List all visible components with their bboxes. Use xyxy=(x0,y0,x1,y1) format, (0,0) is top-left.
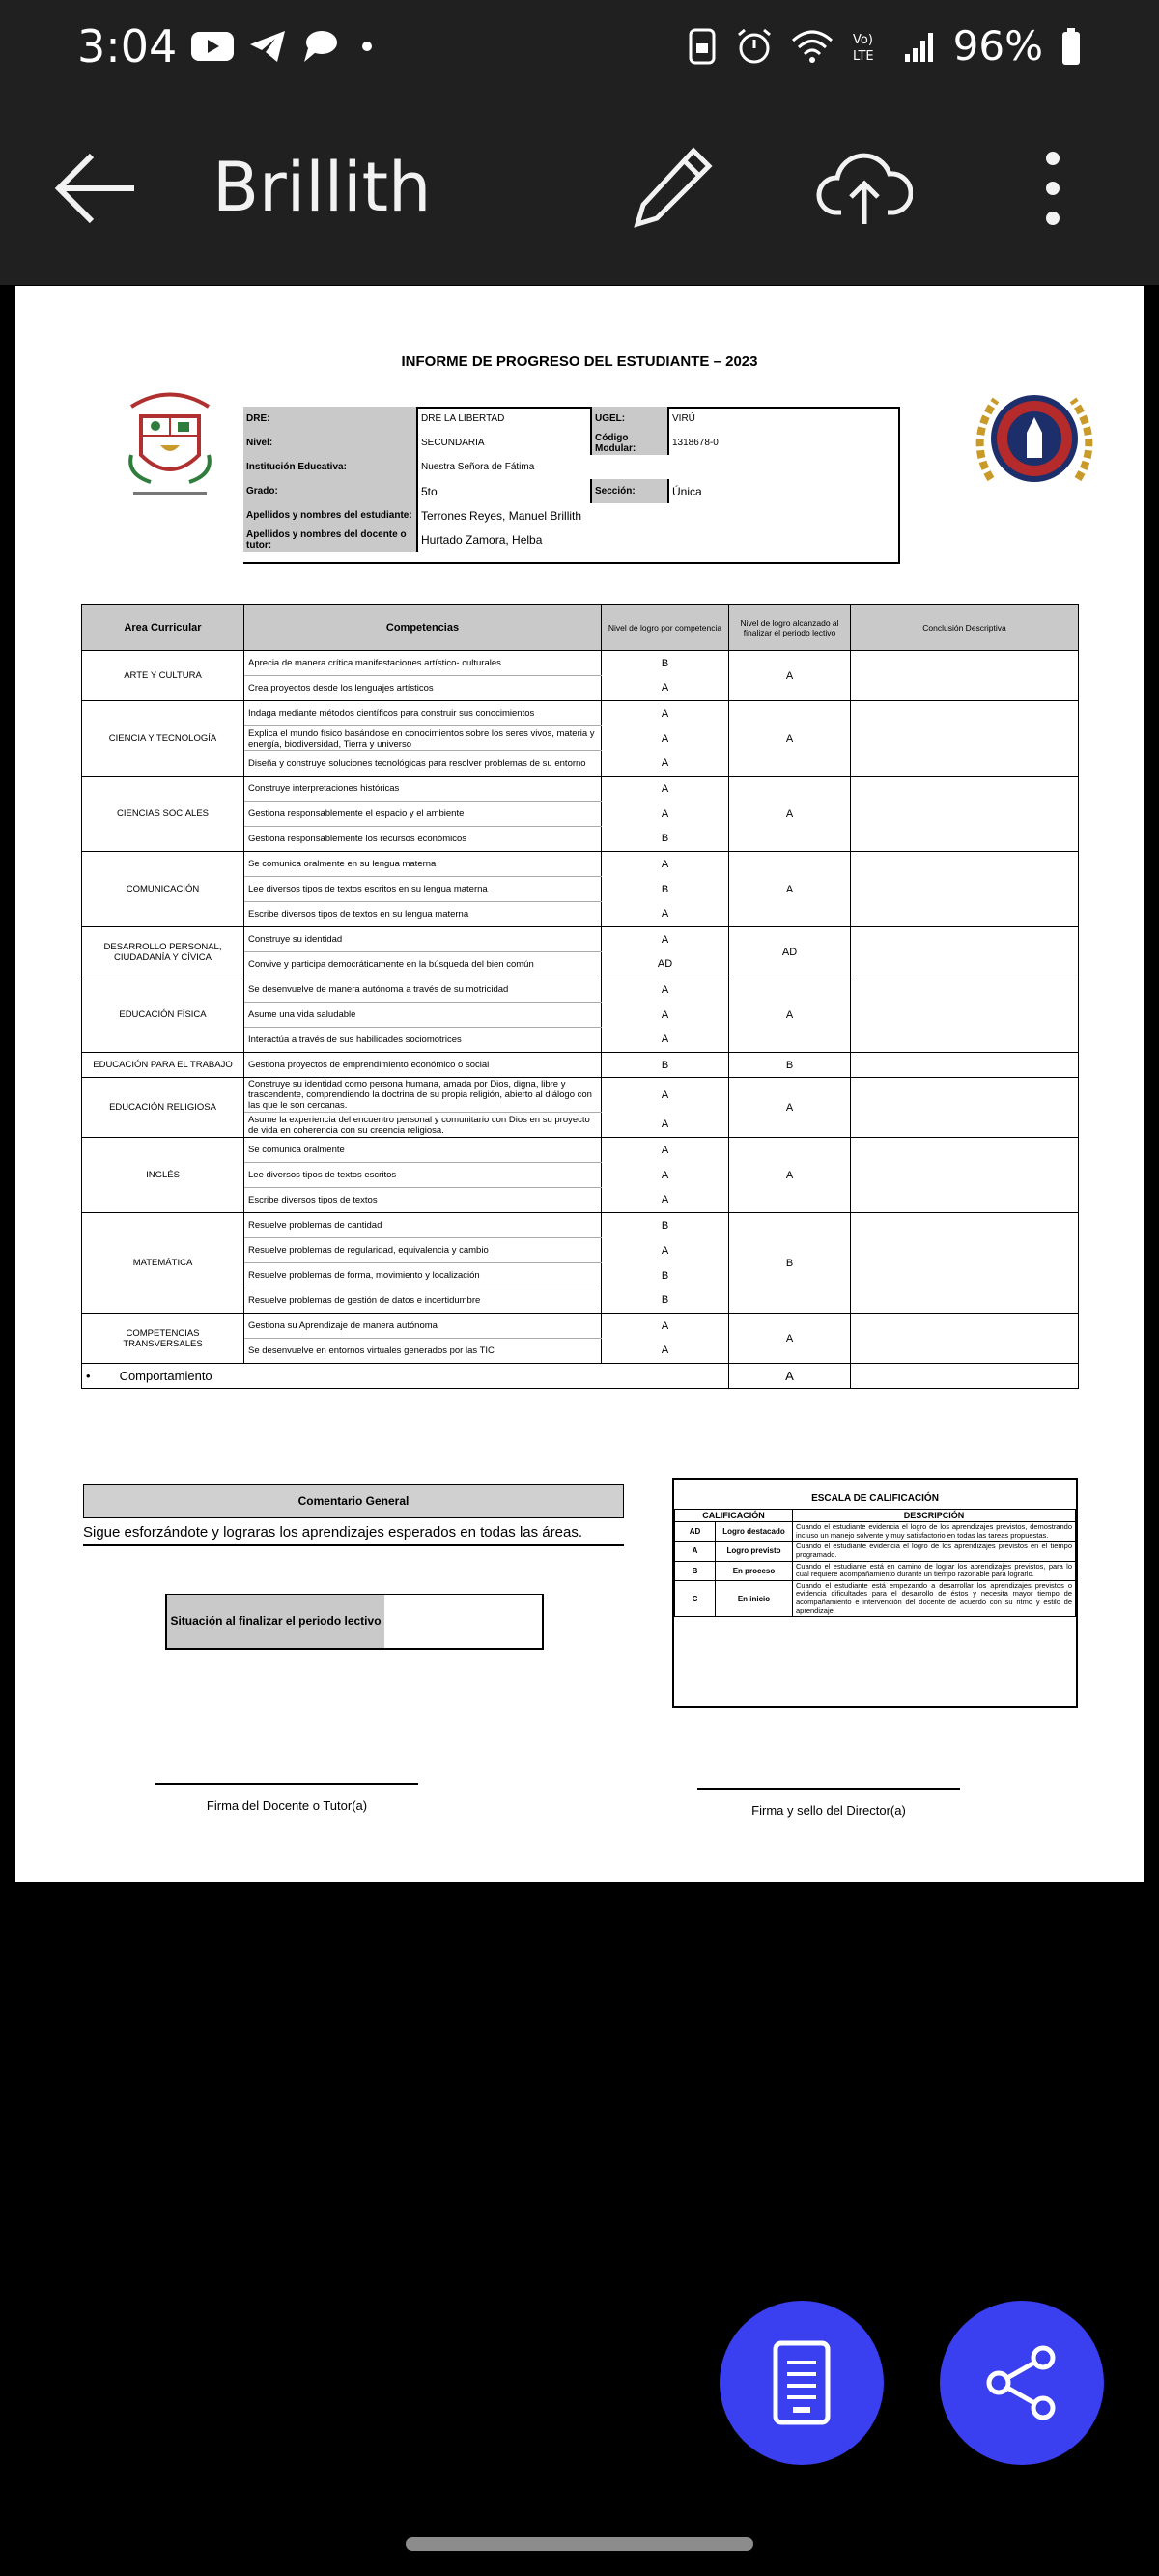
signal-icon xyxy=(903,29,936,64)
situation-box xyxy=(165,1594,544,1650)
table-row xyxy=(82,701,1079,726)
nivel-value: SECUNDARIA xyxy=(417,431,591,455)
competency-level: A xyxy=(602,1314,729,1339)
scale-col-calif: CALIFICACIÓN xyxy=(675,1510,793,1522)
seccion-label: Sección: xyxy=(591,479,668,503)
competency-text: Construye su identidad como persona humana, amada por Dios, digna, libre y trascendente, comprendiendo la doctrina de su propia religión, abierto al diálogo con las que le son cercanas. xyxy=(244,1078,602,1113)
competency-level: B xyxy=(602,827,729,852)
competencias-header: Competencias xyxy=(244,605,602,651)
behavior-level: A xyxy=(729,1364,851,1389)
competency-level: B xyxy=(602,1288,729,1314)
institucion-label: Institución Educativa: xyxy=(243,455,417,479)
competency-text: Aprecia de manera crítica manifestaciones artístico- culturales xyxy=(244,651,602,676)
competency-text: Asume una vida saludable xyxy=(244,1003,602,1028)
gesture-nav-bar[interactable] xyxy=(406,2537,753,2551)
competency-level: A xyxy=(602,1138,729,1163)
scale-row xyxy=(675,1542,1076,1561)
final-level: A xyxy=(729,977,851,1053)
school-seal-icon xyxy=(962,382,1107,503)
table-row xyxy=(82,927,1079,952)
final-level: A xyxy=(729,1314,851,1364)
area-name: COMPETENCIAS TRANSVERSALES xyxy=(82,1314,244,1364)
scale-desc: Cuando el estudiante evidencia el logro de los aprendizajes previstos, demostrando incluso un manejo solvente y muy satisfactorio en todas las tareas propuestas. xyxy=(793,1522,1076,1542)
competency-level: A xyxy=(602,1113,729,1138)
table-row xyxy=(82,1138,1079,1163)
competency-level: A xyxy=(602,902,729,927)
final-level: A xyxy=(729,777,851,852)
estudiante-label: Apellidos y nombres del estudiante: xyxy=(243,503,417,527)
competency-level: A xyxy=(602,777,729,802)
pdf-page[interactable] xyxy=(15,286,1144,1882)
youtube-icon xyxy=(190,30,235,63)
telegram-icon xyxy=(248,29,287,64)
competency-text: Se comunica oralmente xyxy=(244,1138,602,1163)
competency-text: Indaga mediante métodos científicos para construir sus conocimientos xyxy=(244,701,602,726)
area-name: INGLÉS xyxy=(82,1138,244,1213)
final-level: B xyxy=(729,1053,851,1078)
competency-text: Gestiona responsablemente el espacio y el ambiente xyxy=(244,802,602,827)
competency-level: A xyxy=(602,1163,729,1188)
competency-level: A xyxy=(602,1339,729,1364)
docente-value: Hurtado Zamora, Helba xyxy=(417,527,899,552)
student-info-table xyxy=(243,407,900,552)
competency-text: Lee diversos tipos de textos escritos xyxy=(244,1163,602,1188)
competency-level: B xyxy=(602,1213,729,1238)
competency-text: Convive y participa democráticamente en la búsqueda del bien común xyxy=(244,952,602,977)
table-row xyxy=(82,977,1079,1003)
scale-desc: Cuando el estudiante está en camino de lograr los aprendizajes previstos, para lo cual requiere acompañamiento durante un tiempo razonable para lograrlo. xyxy=(793,1561,1076,1580)
competency-level: A xyxy=(602,1188,729,1213)
alarm-icon xyxy=(735,27,774,66)
conclusion-cell xyxy=(851,701,1079,777)
volte-icon xyxy=(851,29,886,64)
conclusion-cell xyxy=(851,977,1079,1053)
dre-label: DRE: xyxy=(243,407,417,431)
grades-table xyxy=(81,604,1079,1389)
competency-level: A xyxy=(602,927,729,952)
final-level: AD xyxy=(729,927,851,977)
conclusion-cell xyxy=(851,777,1079,852)
scale-col-desc: DESCRIPCIÓN xyxy=(793,1510,1076,1522)
table-row xyxy=(82,1314,1079,1339)
competency-level: A xyxy=(602,1003,729,1028)
competency-level: A xyxy=(602,701,729,726)
docente-label: Apellidos y nombres del docente o tutor: xyxy=(243,527,417,552)
competency-level: A xyxy=(602,852,729,877)
competency-text: Resuelve problemas de cantidad xyxy=(244,1213,602,1238)
area-name: CIENCIAS SOCIALES xyxy=(82,777,244,852)
competency-text: Resuelve problemas de regularidad, equivalencia y cambio xyxy=(244,1238,602,1263)
competency-level: A xyxy=(602,676,729,701)
phone-lock-icon xyxy=(687,28,718,65)
scale-desc: Cuando el estudiante evidencia el logro de los aprendizajes previstos en el tiempo programado. xyxy=(793,1542,1076,1561)
director-signature-label: Firma y sello del Director(a) xyxy=(751,1803,906,1818)
status-bar xyxy=(0,0,1159,92)
teacher-signature xyxy=(155,1783,418,1813)
comment-text: Sigue esforzándote y lograras los aprendizajes esperados en todas las áreas. xyxy=(83,1524,624,1546)
signature-line xyxy=(155,1783,418,1785)
teacher-signature-label: Firma del Docente o Tutor(a) xyxy=(206,1798,368,1813)
edit-pencil-icon[interactable] xyxy=(628,145,715,232)
status-time: 3:04 xyxy=(77,19,178,72)
competency-text: Lee diversos tipos de textos escritos en su lengua materna xyxy=(244,877,602,902)
grado-value: 5to xyxy=(417,479,591,503)
competency-text: Crea proyectos desde los lenguajes artísticos xyxy=(244,676,602,701)
battery-percent: 96% xyxy=(952,22,1043,70)
document-view-icon xyxy=(768,2339,835,2426)
behavior-bullet: • xyxy=(86,1369,91,1383)
conclusion-cell xyxy=(851,927,1079,977)
nivel-label: Nivel: xyxy=(243,431,417,455)
competency-level: A xyxy=(602,726,729,751)
back-arrow-icon[interactable] xyxy=(53,150,140,227)
behavior-conclusion xyxy=(851,1364,1079,1389)
codigo-label: Código Modular: xyxy=(591,431,668,455)
ugel-value: VIRÚ xyxy=(668,407,899,431)
director-signature xyxy=(697,1788,960,1818)
final-level: A xyxy=(729,1078,851,1138)
chat-bubble-icon xyxy=(300,29,339,64)
scale-title: ESCALA DE CALIFICACIÓN xyxy=(811,1493,939,1504)
competency-text: Resuelve problemas de gestión de datos e incertidumbre xyxy=(244,1288,602,1314)
competency-text: Resuelve problemas de forma, movimiento y localización xyxy=(244,1263,602,1288)
competency-level: A xyxy=(602,1238,729,1263)
table-row xyxy=(82,1213,1079,1238)
conclusion-cell xyxy=(851,1053,1079,1078)
conclusion-cell xyxy=(851,1314,1079,1364)
final-level: A xyxy=(729,701,851,777)
competency-text: Se desenvuelve de manera autónoma a través de su motricidad xyxy=(244,977,602,1003)
final-level: B xyxy=(729,1213,851,1314)
scale-name: En inicio xyxy=(716,1580,793,1617)
scale-desc: Cuando el estudiante está empezando a desarrollar los aprendizajes previstos o evidencia dificultades para el desarrollo de éstos y necesita mayor tiempo de acompañamiento e intervención del docente de acuerdo con su ritmo y estilo de aprendizaje. xyxy=(793,1580,1076,1617)
competency-level: A xyxy=(602,977,729,1003)
table-row xyxy=(82,651,1079,676)
final-level: A xyxy=(729,651,851,701)
competency-level: A xyxy=(602,751,729,777)
share-icon xyxy=(983,2344,1060,2421)
conclusion-cell xyxy=(851,852,1079,927)
competency-level: B xyxy=(602,1053,729,1078)
area-name: EDUCACIÓN PARA EL TRABAJO xyxy=(82,1053,244,1078)
area-name: ARTE Y CULTURA xyxy=(82,651,244,701)
competency-text: Asume la experiencia del encuentro personal y comunitario con Dios en su proyecto de vida en coherencia con su creencia religiosa. xyxy=(244,1113,602,1138)
wifi-icon xyxy=(791,29,834,64)
svg-text:Vo): Vo) xyxy=(852,32,873,47)
competency-text: Se comunica oralmente en su lengua materna xyxy=(244,852,602,877)
final-level: A xyxy=(729,1138,851,1213)
nivel-competencia-header: Nivel de logro por competencia xyxy=(602,605,729,651)
conclusion-cell xyxy=(851,1213,1079,1314)
competency-level: B xyxy=(602,1263,729,1288)
scale-code: A xyxy=(675,1542,716,1561)
final-level: A xyxy=(729,852,851,927)
scale-code: B xyxy=(675,1561,716,1580)
share-button[interactable] xyxy=(940,2301,1104,2465)
document-title: Brillith xyxy=(212,148,432,227)
estudiante-value: Terrones Reyes, Manuel Brillith xyxy=(417,503,899,527)
comment-header: Comentario General xyxy=(83,1484,624,1518)
competency-level: AD xyxy=(602,952,729,977)
scale-name: Logro destacado xyxy=(716,1522,793,1542)
dot-icon xyxy=(353,29,382,64)
conclusion-cell xyxy=(851,1078,1079,1138)
codigo-value: 1318678-0 xyxy=(668,431,899,455)
conclusion-cell xyxy=(851,1138,1079,1213)
competency-level: A xyxy=(602,1078,729,1113)
scale-name: Logro previsto xyxy=(716,1542,793,1561)
area-name: MATEMÁTICA xyxy=(82,1213,244,1314)
svg-text:LTE: LTE xyxy=(852,48,874,64)
view-mode-button[interactable] xyxy=(720,2301,884,2465)
table-row xyxy=(82,777,1079,802)
nivel-final-header: Nivel de logro alcanzado al finalizar el periodo lectivo xyxy=(729,605,851,651)
peru-coat-of-arms-icon xyxy=(112,378,228,503)
grado-label: Grado: xyxy=(243,479,417,503)
scale-table xyxy=(674,1509,1076,1617)
ugel-label: UGEL: xyxy=(591,407,668,431)
signature-line xyxy=(697,1788,960,1790)
competency-text: Gestiona proyectos de emprendimiento económico o social xyxy=(244,1053,602,1078)
conclusion-header: Conclusión Descriptiva xyxy=(851,605,1079,651)
table-row xyxy=(82,1053,1079,1078)
competency-text: Escribe diversos tipos de textos xyxy=(244,1188,602,1213)
area-name: EDUCACIÓN FÍSICA xyxy=(82,977,244,1053)
competency-text: Diseña y construye soluciones tecnológicas para resolver problemas de su entorno xyxy=(244,751,602,777)
scale-name: En proceso xyxy=(716,1561,793,1580)
competency-text: Interactúa a través de sus habilidades sociomotrices xyxy=(244,1028,602,1053)
app-bar xyxy=(0,92,1159,285)
table-row xyxy=(82,1078,1079,1113)
behavior-label: Comportamiento xyxy=(119,1369,212,1383)
area-name: CIENCIA Y TECNOLOGÍA xyxy=(82,701,244,777)
dre-value: DRE LA LIBERTAD xyxy=(417,407,591,431)
area-name: COMUNICACIÓN xyxy=(82,852,244,927)
seccion-value: Única xyxy=(668,479,899,503)
competency-text: Construye interpretaciones históricas xyxy=(244,777,602,802)
competency-text: Gestiona responsablemente los recursos económicos xyxy=(244,827,602,852)
competency-level: A xyxy=(602,1028,729,1053)
scale-code: C xyxy=(675,1580,716,1617)
competency-text: Se desenvuelve en entornos virtuales generados por las TIC xyxy=(244,1339,602,1364)
grading-scale xyxy=(672,1478,1078,1708)
scale-row xyxy=(675,1522,1076,1542)
area-header: Area Curricular xyxy=(82,605,244,651)
report-title: INFORME DE PROGRESO DEL ESTUDIANTE – 2023 xyxy=(401,354,758,370)
area-name: EDUCACIÓN RELIGIOSA xyxy=(82,1078,244,1138)
scale-row xyxy=(675,1580,1076,1617)
institucion-value: Nuestra Señora de Fátima xyxy=(417,455,899,479)
competency-level: B xyxy=(602,651,729,676)
more-options-icon[interactable] xyxy=(1033,145,1072,232)
conclusion-cell xyxy=(851,651,1079,701)
competency-text: Construye su identidad xyxy=(244,927,602,952)
competency-text: Gestiona su Aprendizaje de manera autónoma xyxy=(244,1314,602,1339)
situation-label: Situación al finalizar el periodo lectivo xyxy=(167,1595,384,1648)
battery-icon xyxy=(1060,27,1082,66)
cloud-upload-icon[interactable] xyxy=(816,145,913,232)
scale-code: AD xyxy=(675,1522,716,1542)
competency-level: A xyxy=(602,802,729,827)
behavior-row xyxy=(82,1364,1079,1389)
table-row xyxy=(82,852,1079,877)
competency-text: Escribe diversos tipos de textos en su lengua materna xyxy=(244,902,602,927)
competency-level: B xyxy=(602,877,729,902)
area-name: DESARROLLO PERSONAL, CIUDADANÍA Y CÍVICA xyxy=(82,927,244,977)
scale-row xyxy=(675,1561,1076,1580)
competency-text: Explica el mundo físico basándose en conocimientos sobre los seres vivos, materia y energía, biodiversidad, Tierra y universo xyxy=(244,726,602,751)
